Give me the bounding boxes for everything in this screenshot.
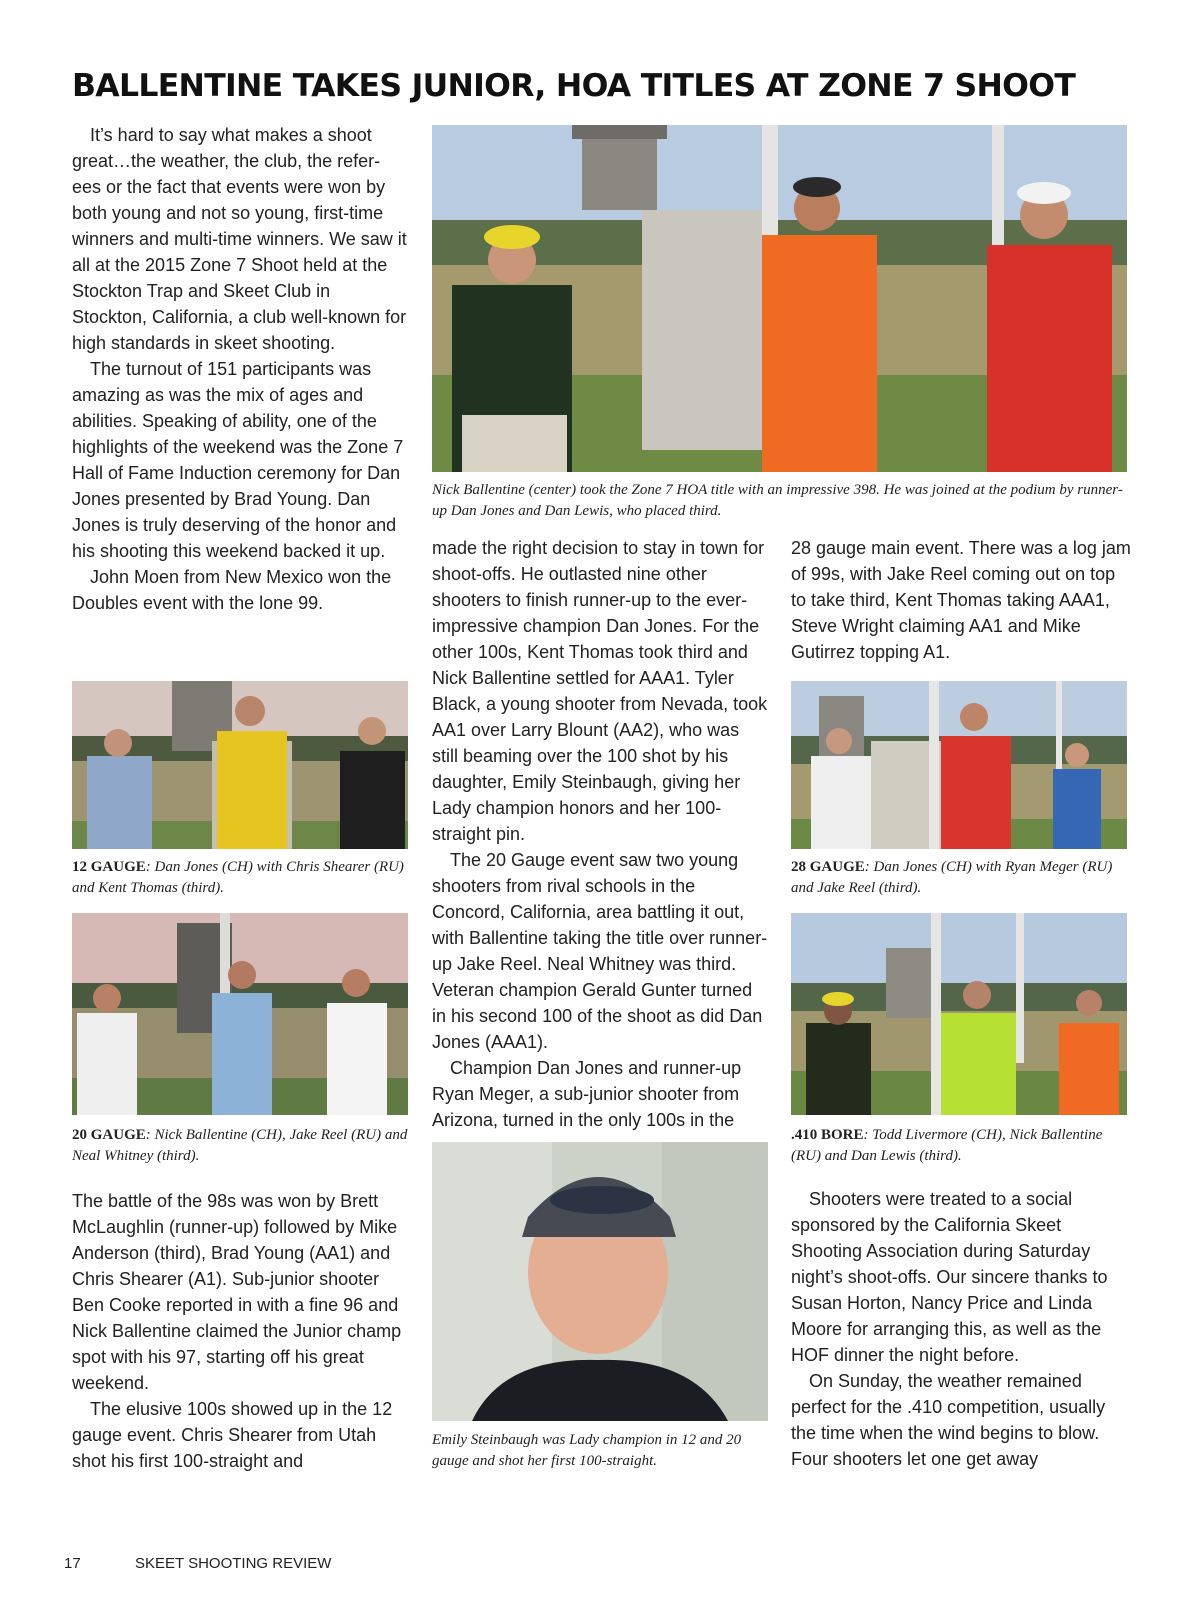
paragraph: John Moen from New Mexico won the Doubles event with the lone 99. (72, 567, 392, 613)
caption-text: : Nick Ballentine (CH), Jake Reel (RU) and Neal Whitney (third). (72, 1127, 408, 1164)
paragraph: The 20 Gauge event saw two young shooters from rival schools in the Concord, California, area battling it out, with Ballentine taking the title over runner-up Jake Reel. Neal Whitney was third. Veteran champion Gerald Gunter turned in his second 100 of the shoot as did Dan Jones (AAA1). (432, 850, 768, 1052)
photo-emily-steinbaugh (432, 1142, 768, 1421)
article-column-1-top (72, 122, 408, 616)
caption-label: 12 GAUGE (72, 859, 146, 875)
article-column-1-bottom (72, 1188, 408, 1474)
caption-main-photo: Nick Ballentine (center) took the Zone 7 HOA title with an impressive 398. He was joined at the podium by runner-up Dan Jones and Dan Lewis, who placed third. (432, 482, 1123, 519)
caption-28-gauge (791, 857, 1129, 899)
caption-label: .410 BORE (791, 1127, 864, 1143)
caption-text: : Todd Livermore (CH), Nick Ballentine (RU) and Dan Lewis (third). (791, 1127, 1103, 1164)
paragraph: The elusive 100s showed up in the 12 gauge event. Chris Shearer from Utah shot his first 100-straight and (72, 1399, 393, 1471)
paragraph: 28 gauge main event. There was a log jam of 99s, with Jake Reel coming out on top to take third, Kent Thomas taking AAA1, Steve Wright claiming AA1 and Mike Gutirrez topping A1. (791, 538, 1131, 662)
paragraph: The battle of the 98s was won by Brett McLaughlin (runner-up) followed by Mike Anderson (third), Brad Young (AA1) and Chris Shearer (A1). Sub-junior shooter Ben Cooke reported in with a fine 96 and Nick Ballentine claimed the Junior champ spot with his 97, starting off his great weekend. (72, 1191, 402, 1393)
caption-12-gauge (72, 857, 408, 899)
photo-12-gauge (72, 681, 408, 849)
article-column-3-bottom (791, 1186, 1131, 1472)
caption-410-bore (791, 1125, 1129, 1167)
paragraph: On Sunday, the weather remained perfect for the .410 competition, usually the time when the wind begins to blow. Four shooters let one get away (791, 1371, 1106, 1469)
caption-text: : Dan Jones (CH) with Ryan Meger (RU) and Jake Reel (third). (791, 859, 1113, 896)
article-column-2 (432, 535, 770, 1133)
paragraph: made the right decision to stay in town for shoot-offs. He outlasted nine other shooters to finish runner-up to the ever-impressive champion Dan Jones. For the other 100s, Kent Thomas took third and Nick Ballentine settled for AAA1. Tyler Black, a young shooter from Nevada, took AA1 over Larry Blount (AA2), who was still beaming over the 100 shot by his daughter, Emily Steinbaugh, giving her Lady champion honors and her 100-straight pin. (432, 538, 768, 844)
caption-emily: Emily Steinbaugh was Lady champion in 12 and 20 gauge and shot her first 100-straight. (432, 1432, 742, 1469)
caption-label: 28 GAUGE (791, 859, 865, 875)
paragraph: The turnout of 151 participants was amazing as was the mix of ages and abilities. Speaking of ability, one of the highlights of the weekend was the Zone 7 Hall of Fame Induction ceremony for Dan Jones presented by Brad Young. Dan Jones is truly deserving of the honor and his shooting this weekend backed it up. (72, 359, 404, 561)
photo-20-gauge (72, 913, 408, 1115)
photo-28-gauge (791, 681, 1127, 849)
article-column-3-top (791, 535, 1131, 665)
photo-410-bore (791, 913, 1127, 1115)
publication-name: SKEET SHOOTING REVIEW (135, 1555, 332, 1572)
paragraph: Champion Dan Jones and runner-up Ryan Meger, a sub-junior shooter from Arizona, turned in the only 100s in the (432, 1058, 742, 1130)
headline: BALLENTINE TAKES JUNIOR, HOA TITLES AT ZONE 7 SHOOT (72, 68, 1076, 104)
photo-hoa-podium (432, 125, 1127, 472)
caption-label: 20 GAUGE (72, 1127, 146, 1143)
paragraph: Shooters were treated to a social sponsored by the California Skeet Shooting Association during Saturday night’s shoot-offs. Our sincere thanks to Susan Horton, Nancy Price and Linda Moore for arranging this, as well as the HOF dinner the night before. (791, 1189, 1108, 1365)
caption-20-gauge (72, 1125, 408, 1167)
page-number: 17 (64, 1555, 81, 1572)
caption-text: : Dan Jones (CH) with Chris Shearer (RU) and Kent Thomas (third). (72, 859, 404, 896)
paragraph: It’s hard to say what makes a shoot great…the weather, the club, the refer-ees or the fact that events were won by both young and not so young, first-time winners and multi-time winners. We saw it all at the 2015 Zone 7 Shoot held at the Stockton Trap and Skeet Club in Stockton, California, a club well-known for high standards in skeet shooting. (72, 125, 407, 353)
